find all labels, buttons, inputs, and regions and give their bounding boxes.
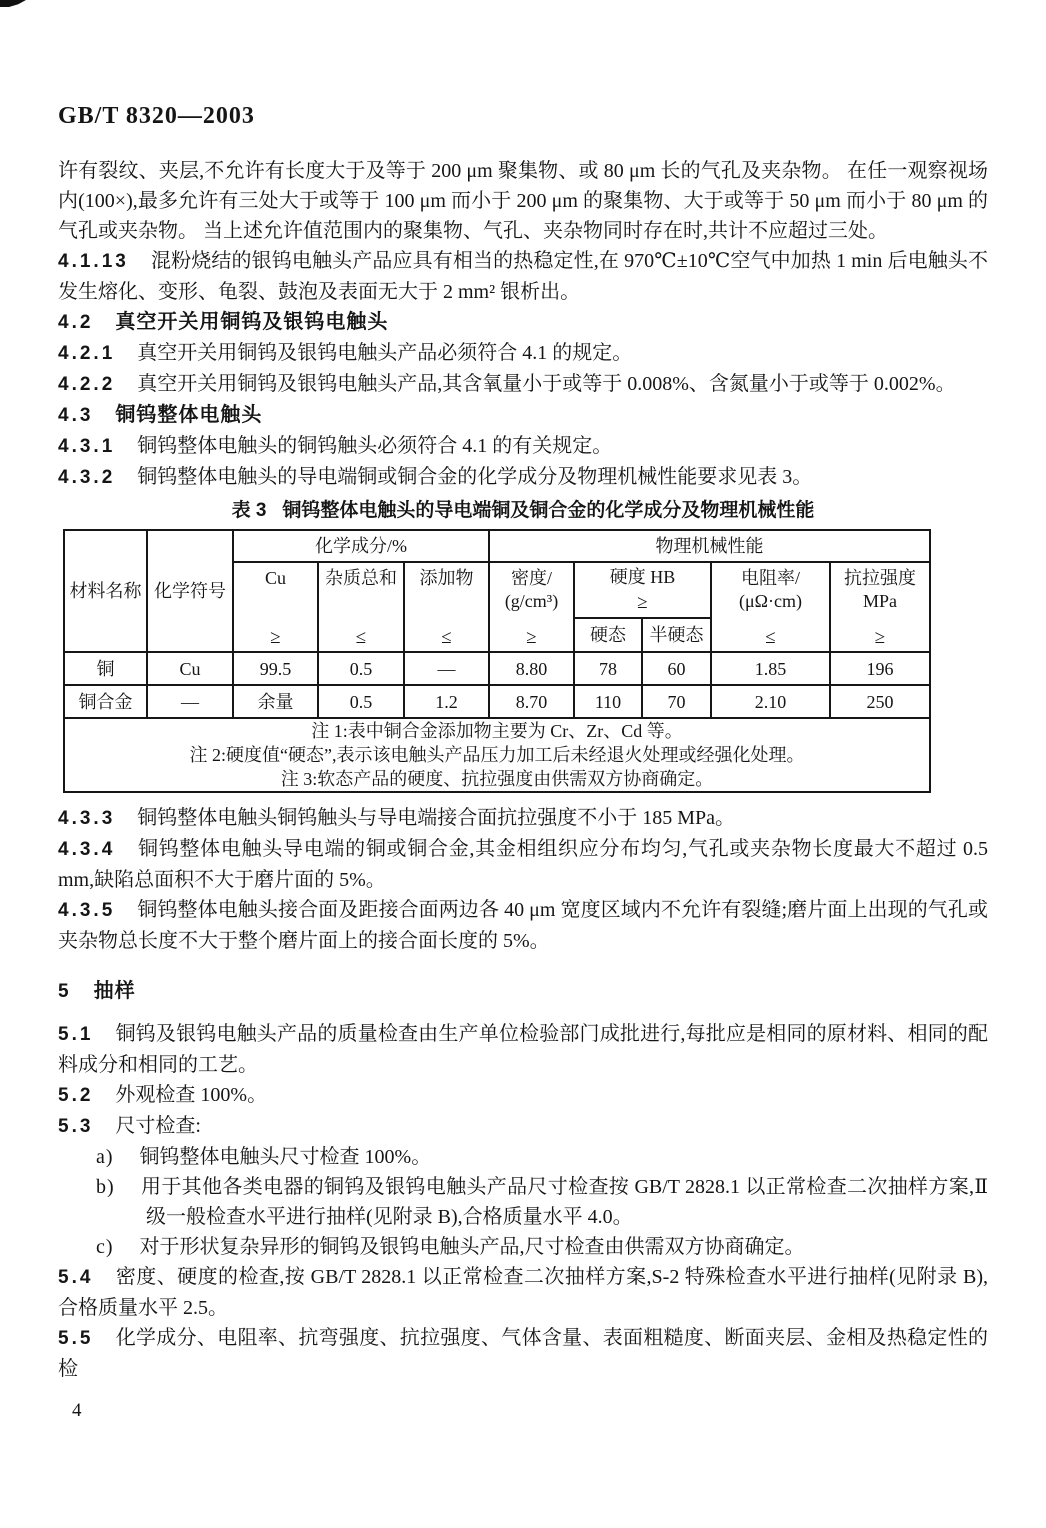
list-item-text: 用于其他各类电器的铜钨及银钨电触头产品尺寸检查按 GB/T 2828.1 以正常检查二次抽样方案,Ⅱ级一般检查水平进行抽样(见附录 B),合格质量水平 4.0。 xyxy=(140,1176,988,1228)
list-item-c xyxy=(58,1232,988,1262)
cell-symbol: Cu xyxy=(147,652,233,685)
doc-number: GB/T 8320—2003 xyxy=(58,103,255,129)
table-note-3: 注 3:软态产品的硬度、抗拉强度由供需双方协商确定。 xyxy=(280,769,714,789)
table-title-label: 表 3 xyxy=(231,500,267,521)
cell-impurity: 0.5 xyxy=(318,685,404,718)
cell-tensile: 196 xyxy=(830,652,930,685)
clause-4-3-3 xyxy=(58,803,988,834)
clause-4-3-1 xyxy=(58,431,988,462)
list-item-text: 铜钨整体电触头尺寸检查 100%。 xyxy=(139,1146,432,1168)
cell-semi-hard: 70 xyxy=(642,685,711,718)
clause-text: 铜钨整体电触头的导电端铜或铜合金的化学成分及物理机械性能要求见表 3。 xyxy=(137,466,813,488)
header-resistivity-unit: (μΩ·cm) xyxy=(739,591,803,611)
clause-number: 4.3.2 xyxy=(58,467,116,488)
clause-text: 混粉烧结的银钨电触头产品应具有相当的热稳定性,在 970℃±10℃空气中加热 1 min 后电触头不发生熔化、变形、龟裂、鼓泡及表面无大于 2 mm² 银析出。 xyxy=(58,250,988,303)
clause-number: 4.1.13 xyxy=(58,251,129,272)
paragraph-continuation: 许有裂纹、夹层,不允许有长度大于及等于 200 μm 聚集物、或 80 μm 长的气孔及夹杂物。 在任一观察视场内(100×),最多允许有三处大于或等于 100 μm 而小于 200 μm 的聚集物、大于或等于 50 μm 而小于 80 μm 的气孔或夹杂物。 当上述允许值范围内的聚集物、气孔、夹杂物同时存在时,共计不应超过三处。 xyxy=(58,160,988,242)
clause-5-5 xyxy=(58,1323,988,1384)
list-item-text: 对于形状复杂异形的铜钨及银钨电触头产品,尺寸检查由供需双方协商确定。 xyxy=(139,1236,805,1258)
header-tensile-label: 抗拉强度 xyxy=(844,568,917,588)
clause-4-3-2 xyxy=(58,462,988,493)
list-item-b xyxy=(58,1172,988,1232)
cell-additive: 1.2 xyxy=(404,685,489,718)
clause-text: 化学成分、电阻率、抗弯强度、抗拉强度、气体含量、表面粗糙度、断面夹层、金相及热稳定性的检 xyxy=(58,1327,988,1380)
clause-number: 5.4 xyxy=(58,1267,94,1288)
cell-material: 铜合金 xyxy=(64,685,147,718)
clause-text: 尺寸检查: xyxy=(115,1115,201,1137)
table-row-copper xyxy=(64,652,930,685)
clause-5-3 xyxy=(58,1111,988,1142)
header-cell-tensile xyxy=(830,562,930,652)
gte-symbol: ≥ xyxy=(526,627,537,648)
heading-number: 5 xyxy=(58,981,72,1002)
clause-text: 铜钨整体电触头接合面及距接合面两边各 40 μm 宽度区域内不允许有裂缝;磨片面上出现的气孔或夹杂物总长度不大于整个磨片面上的接合面长度的 5%。 xyxy=(58,899,988,952)
cell-semi-hard: 60 xyxy=(642,652,711,685)
cell-tensile: 250 xyxy=(830,685,930,718)
cell-cu: 余量 xyxy=(233,685,318,718)
header-cell-material: 材料名称 xyxy=(64,530,147,652)
header-cu-label: Cu xyxy=(264,568,286,588)
cell-impurity: 0.5 xyxy=(318,652,404,685)
heading-number: 4.2 xyxy=(58,312,94,333)
clause-4-2-1 xyxy=(58,338,988,369)
cell-density: 8.80 xyxy=(489,652,574,685)
cell-resistivity: 2.10 xyxy=(711,685,830,718)
clause-5-1 xyxy=(58,1019,988,1080)
header-impurity-label: 杂质总和 xyxy=(325,568,397,588)
list-item-a xyxy=(58,1142,988,1172)
lte-symbol: ≤ xyxy=(441,627,452,648)
header-hardness-label: 硬度 HB xyxy=(609,567,676,587)
cell-hard: 110 xyxy=(574,685,642,718)
clause-number: 5.3 xyxy=(58,1116,94,1137)
list-item-label: b) xyxy=(96,1176,115,1198)
clause-number: 4.2.1 xyxy=(58,343,116,364)
clause-5-4 xyxy=(58,1262,988,1323)
clause-number: 4.3.3 xyxy=(58,808,116,829)
cell-cu: 99.5 xyxy=(233,652,318,685)
header-tensile-unit: MPa xyxy=(863,591,898,611)
table-title xyxy=(58,496,988,526)
clause-number: 4.3.4 xyxy=(58,839,116,860)
clause-text: 铜钨整体电触头导电端的铜或铜合金,其金相组织应分布均匀,气孔或夹杂物长度最大不超过 0.5 mm,缺陷总面积不大于磨片面的 5%。 xyxy=(58,838,988,891)
gte-symbol: ≥ xyxy=(637,592,648,613)
clause-5-2 xyxy=(58,1080,988,1111)
lte-symbol: ≤ xyxy=(355,627,367,648)
clause-text: 铜钨整体电触头铜钨触头与导电端接合面抗拉强度不小于 185 MPa。 xyxy=(137,807,736,829)
header-cell-hardness xyxy=(574,562,711,618)
header-density-unit: (g/cm³) xyxy=(504,591,559,611)
table-note-2: 注 2:硬度值“硬态”,表示该电触头产品压力加工后未经退火处理或经强化处理。 xyxy=(189,745,805,765)
clause-number: 4.3.1 xyxy=(58,436,116,457)
list-item-label: a) xyxy=(96,1146,114,1168)
clause-number: 4.3.5 xyxy=(58,900,116,921)
heading-text: 真空开关用铜钨及银钨电触头 xyxy=(115,311,389,333)
heading-4-2 xyxy=(58,307,988,338)
header-cell-cu xyxy=(233,562,318,652)
table-notes xyxy=(64,718,930,792)
cell-density: 8.70 xyxy=(489,685,574,718)
clause-number: 4.2.2 xyxy=(58,374,116,395)
clause-text: 密度、硬度的检查,按 GB/T 2828.1 以正常检查二次抽样方案,S-2 特殊检查水平进行抽样(见附录 B),合格质量水平 2.5。 xyxy=(58,1266,988,1319)
table-3 xyxy=(63,529,931,793)
header-group-chemistry: 化学成分/% xyxy=(233,530,489,562)
header-group-physical: 物理机械性能 xyxy=(489,530,930,562)
clause-4-3-4 xyxy=(58,834,988,895)
clause-4-2-2 xyxy=(58,369,988,400)
cell-symbol: — xyxy=(147,685,233,718)
clause-text: 铜钨及银钨电触头产品的质量检查由生产单位检验部门成批进行,每批应是相同的原材料、相同的配料成分和相同的工艺。 xyxy=(58,1023,988,1076)
heading-5 xyxy=(58,976,988,1007)
header-density-label: 密度/ xyxy=(511,568,553,588)
header-resistivity-label: 电阻率/ xyxy=(741,568,801,588)
cell-material: 铜 xyxy=(64,652,147,685)
cell-resistivity: 1.85 xyxy=(711,652,830,685)
header-cell-additive xyxy=(404,562,489,652)
clause-text: 真空开关用铜钨及银钨电触头产品,其含氧量小于或等于 0.008%、含氮量小于或等于 0.002%。 xyxy=(137,373,956,395)
heading-text: 铜钨整体电触头 xyxy=(115,404,263,426)
header-cell-hard-state: 硬态 xyxy=(574,618,642,652)
clause-number: 5.1 xyxy=(58,1024,94,1045)
header-additive-label: 添加物 xyxy=(419,568,474,588)
header-cell-semi-hard-state: 半硬态 xyxy=(642,618,711,652)
list-item-label: c) xyxy=(96,1236,114,1258)
table-title-text: 铜钨整体电触头的导电端铜及铜合金的化学成分及物理机械性能 xyxy=(282,500,815,521)
clause-text: 铜钨整体电触头的铜钨触头必须符合 4.1 的有关规定。 xyxy=(137,435,613,457)
heading-text: 抽样 xyxy=(93,980,136,1002)
clause-number: 5.2 xyxy=(58,1085,94,1106)
clause-4-1-13 xyxy=(58,246,988,307)
header-cell-impurity xyxy=(318,562,404,652)
table-row-copper-alloy xyxy=(64,685,930,718)
table-note-1: 注 1:表中铜合金添加物主要为 Cr、Zr、Cd 等。 xyxy=(311,721,683,741)
clause-text: 真空开关用铜钨及银钨电触头产品必须符合 4.1 的规定。 xyxy=(137,342,633,364)
clause-text: 外观检查 100%。 xyxy=(115,1084,268,1106)
header-cell-symbol: 化学符号 xyxy=(147,530,233,652)
page-number: 4 xyxy=(72,1400,82,1421)
clause-4-3-5 xyxy=(58,895,988,956)
lte-symbol: ≤ xyxy=(765,627,776,648)
clause-number: 5.5 xyxy=(58,1328,94,1349)
gte-symbol: ≥ xyxy=(270,627,281,648)
header-cell-density xyxy=(489,562,574,652)
cell-additive: — xyxy=(404,652,489,685)
heading-4-3 xyxy=(58,400,988,431)
header-cell-resistivity xyxy=(711,562,830,652)
heading-number: 4.3 xyxy=(58,405,94,426)
gte-symbol: ≥ xyxy=(874,627,886,648)
cell-hard: 78 xyxy=(574,652,642,685)
scan-artifact xyxy=(0,0,26,7)
